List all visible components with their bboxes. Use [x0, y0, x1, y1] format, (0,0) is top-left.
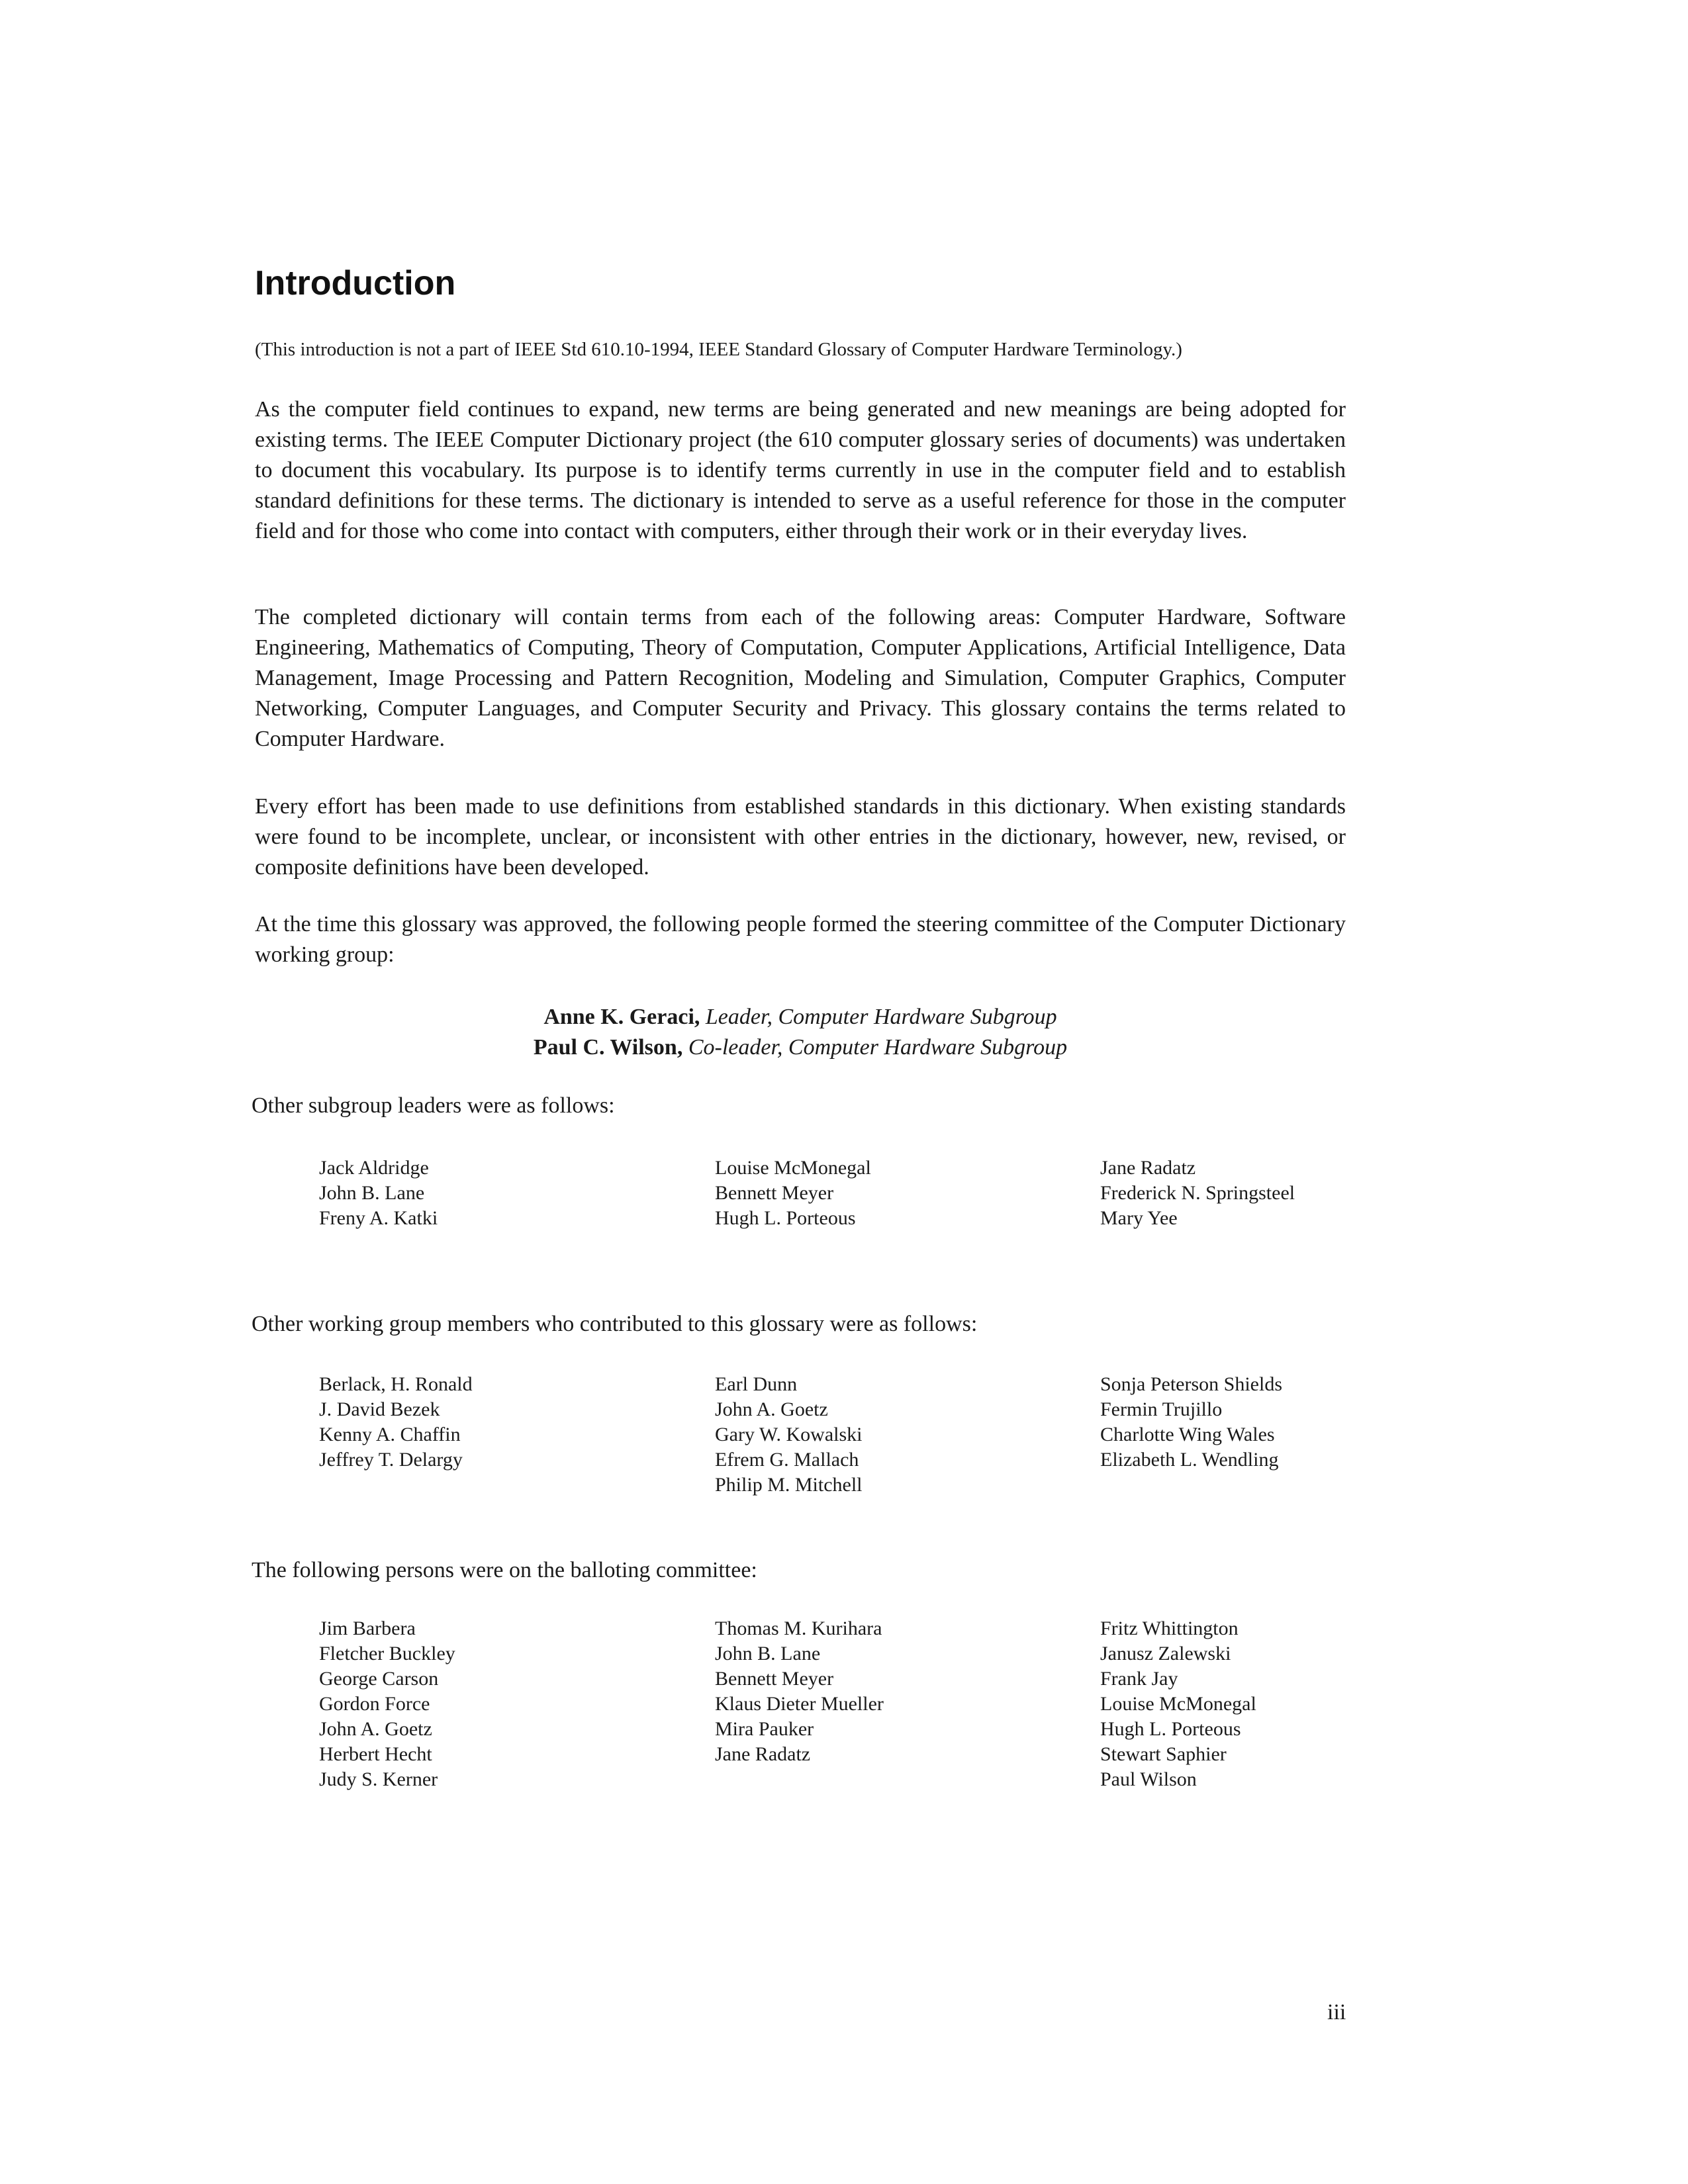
list-item: Kenny A. Chaffin — [319, 1424, 461, 1445]
list-item: Efrem G. Mallach — [715, 1449, 859, 1471]
working-members-col-3 — [1100, 1372, 1282, 1473]
list-item: Hugh L. Porteous — [1100, 1718, 1241, 1740]
list-item: Freny A. Katki — [319, 1207, 438, 1229]
list-item: John A. Goetz — [715, 1398, 828, 1420]
list-item: Klaus Dieter Mueller — [715, 1693, 884, 1715]
list-item: Frederick N. Springsteel — [1100, 1182, 1295, 1204]
list-item: Gordon Force — [319, 1693, 430, 1715]
page-number: iii — [1327, 2000, 1346, 2025]
coleader-role: Co-leader, Computer Hardware Subgroup — [688, 1035, 1068, 1060]
working-members-col-1 — [319, 1372, 473, 1473]
leader-role: Leader, Computer Hardware Subgroup — [705, 1005, 1057, 1029]
paragraph-3: Every effort has been made to use definitions from established standards in this dictionary. When existing standards were found to be incomplete, unclear, or inconsistent with other entries in the dictionary, however, new, revised, or composite definitions have been developed. — [255, 794, 1346, 880]
subgroup-leaders-label: Other subgroup leaders were as follows: — [252, 1093, 615, 1118]
list-item: J. David Bezek — [319, 1398, 440, 1420]
list-item: Hugh L. Porteous — [715, 1207, 856, 1229]
list-item: Louise McMonegal — [715, 1157, 871, 1179]
list-item: Earl Dunn — [715, 1373, 798, 1395]
list-item: John B. Lane — [319, 1182, 425, 1204]
list-item: John B. Lane — [715, 1643, 821, 1664]
ballot-committee-col-1 — [319, 1616, 455, 1792]
coleader-name: Paul C. Wilson, — [533, 1035, 683, 1060]
working-members-col-2 — [715, 1372, 863, 1498]
subgroup-leaders-col-1 — [319, 1156, 438, 1231]
coleader-line — [255, 1032, 1346, 1063]
list-item: Stewart Saphier — [1100, 1743, 1227, 1765]
intro-note: (This introduction is not a part of IEEE Std 610.10-1994, IEEE Standard Glossary of Computer Hardware Terminology.) — [255, 339, 1182, 360]
list-item: Jim Barbera — [319, 1617, 416, 1639]
list-item: Herbert Hecht — [319, 1743, 432, 1765]
list-item: Sonja Peterson Shields — [1100, 1373, 1282, 1395]
subgroup-leaders-col-3 — [1100, 1156, 1295, 1231]
list-item: Frank Jay — [1100, 1668, 1178, 1690]
list-item: Fletcher Buckley — [319, 1643, 455, 1664]
leader-name: Anne K. Geraci, — [543, 1005, 700, 1029]
list-item: George Carson — [319, 1668, 439, 1690]
list-item: Thomas M. Kurihara — [715, 1617, 882, 1639]
list-item: Fermin Trujillo — [1100, 1398, 1223, 1420]
working-members-label: Other working group members who contributed to this glossary were as follows: — [252, 1312, 978, 1336]
list-item: Gary W. Kowalski — [715, 1424, 863, 1445]
list-item: Janusz Zalewski — [1100, 1643, 1231, 1664]
list-item: Judy S. Kerner — [319, 1768, 438, 1790]
list-item: Louise McMonegal — [1100, 1693, 1256, 1715]
list-item: Fritz Whittington — [1100, 1617, 1239, 1639]
list-item: Jane Radatz — [715, 1743, 811, 1765]
list-item: Mira Pauker — [715, 1718, 814, 1740]
ballot-committee-col-2 — [715, 1616, 884, 1767]
list-item: Jane Radatz — [1100, 1157, 1196, 1179]
list-item: Berlack, H. Ronald — [319, 1373, 473, 1395]
subgroup-leaders-col-2 — [715, 1156, 871, 1231]
list-item: Philip M. Mitchell — [715, 1474, 863, 1496]
paragraph-2: The completed dictionary will contain terms from each of the following areas: Computer Hardware, Software Engineering, Mathematics of Computing, Theory of Computation, Computer Applications, Artificial Intelligence, Data Management, Image Processing and Pattern Recognition, Modeling and Simulation, Computer Graphics, Computer Networking, Computer Languages, and Computer Security and Privacy. This glossary contains the terms related to Computer Hardware. — [255, 605, 1346, 751]
leader-line — [255, 1002, 1346, 1032]
page-title: Introduction — [255, 264, 456, 302]
list-item: Elizabeth L. Wendling — [1100, 1449, 1279, 1471]
list-item: Charlotte Wing Wales — [1100, 1424, 1275, 1445]
steering-leaders — [255, 1002, 1346, 1063]
list-item: Jack Aldridge — [319, 1157, 429, 1179]
list-item: Jeffrey T. Delargy — [319, 1449, 463, 1471]
list-item: Paul Wilson — [1100, 1768, 1197, 1790]
paragraph-1: As the computer field continues to expand, new terms are being generated and new meanings are being adopted for existing terms. The IEEE Computer Dictionary project (the 610 computer glossary series of documents) was undertaken to document this vocabulary. Its purpose is to identify terms currently in use in the computer field and to establish standard definitions for these terms. The dictionary is intended to serve as a useful reference for those in the computer field and for those who come into contact with computers, either through their work or in their everyday lives. — [255, 397, 1346, 543]
list-item: Bennett Meyer — [715, 1182, 834, 1204]
list-item: John A. Goetz — [319, 1718, 432, 1740]
ballot-committee-label: The following persons were on the balloting committee: — [252, 1558, 757, 1582]
ballot-committee-col-3 — [1100, 1616, 1256, 1792]
list-item: Bennett Meyer — [715, 1668, 834, 1690]
list-item: Mary Yee — [1100, 1207, 1178, 1229]
paragraph-4: At the time this glossary was approved, the following people formed the steering committee of the Computer Dictionary working group: — [255, 912, 1346, 967]
